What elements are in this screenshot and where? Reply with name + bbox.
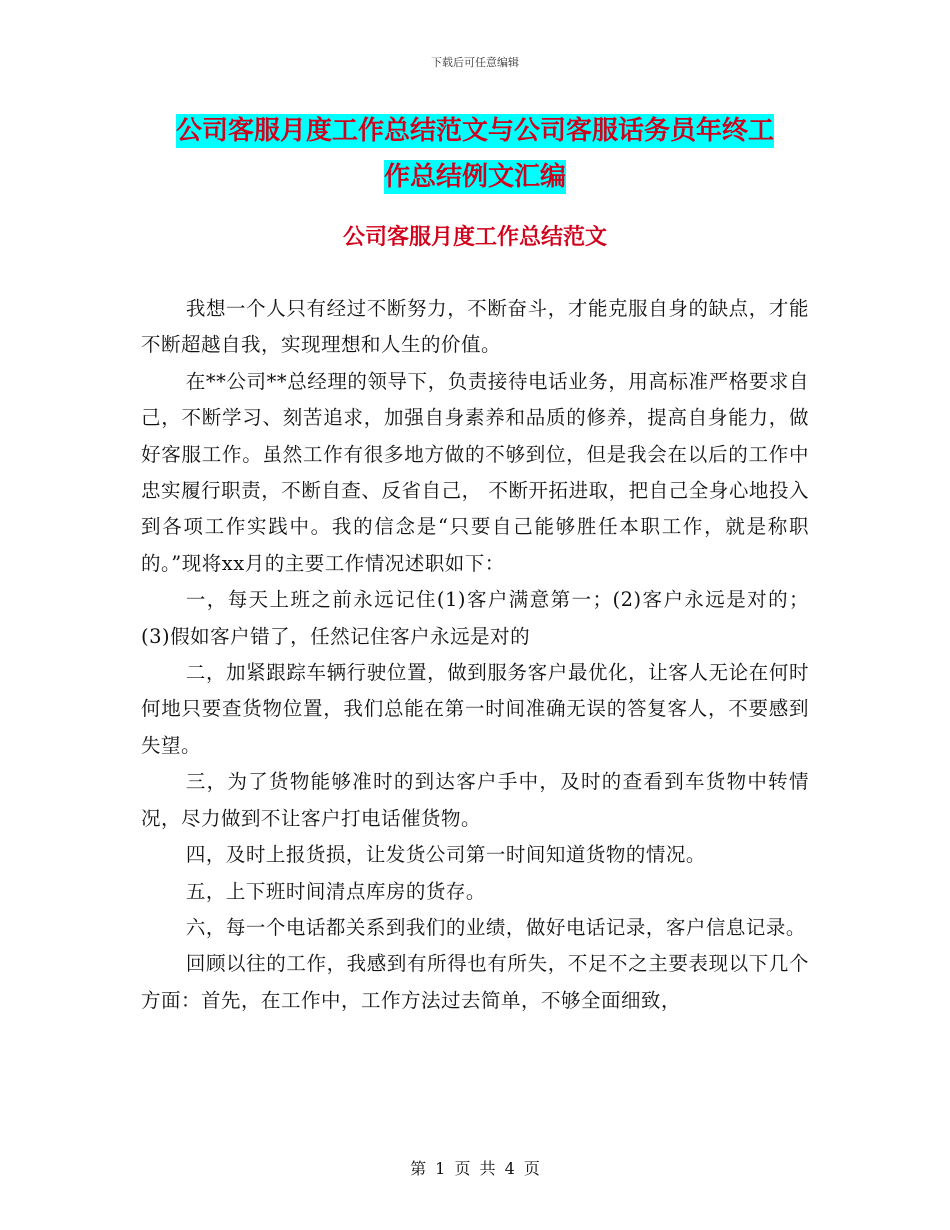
paragraph: 四，及时上报货损，让发货公司第一时间知道货物的情况。 xyxy=(185,843,706,867)
paragraph: 在**公司**总经理的领导下，负责接待电话业务，用高标准严格要求自己，不断学习、刻苦追求，加强自身素养和品质的修养，提高自身能力，做好客服工作。虽然工作有很多地方做的不够到位，但是我会在以后的工作中忠实履行职责，不断自查、反省自己， 不断开拓进取，把自己全身心地投入到各项工作实践中。我的信念是“只要自己能够胜任本职工作，就是称职的。”现将xx月的主要工作情况述职如下： xyxy=(141,369,809,575)
body-text xyxy=(141,291,809,1019)
paragraph: 我想一个人只有经过不断努力，不断奋斗，才能克服自身的缺点，才能不断超越自我，实现理想和人生的价值。 xyxy=(141,297,809,357)
paragraph: 五，上下班时间清点库房的货存。 xyxy=(185,879,486,903)
paragraph: 回顾以往的工作，我感到有所得也有所失，不足不之主要表现以下几个方面：首先，在工作中，工作方法过去简单，不够全面细致， xyxy=(141,952,809,1012)
paragraph: 一，每天上班之前永远记住(1)客户满意第一；(2)客户永远是对的；(3)假如客户错了，任然记住客户永远是对的 xyxy=(141,588,809,648)
document-title xyxy=(140,108,810,200)
paragraph: 二，加紧跟踪车辆行驶位置，做到服务客户最优化，让客人无论在何时何地只要查货物位置，我们总能在第一时间准确无误的答复客人，不要感到失望。 xyxy=(141,661,809,757)
document-title-line-2: 作总结例文汇编 xyxy=(383,162,566,192)
section-title: 公司客服月度工作总结范文 xyxy=(342,225,607,250)
paragraph: 六，每一个电话都关系到我们的业绩，做好电话记录，客户信息记录。 xyxy=(185,915,806,939)
header-note: 下载后可任意编辑 xyxy=(431,56,519,69)
document-title-line-1: 公司客服月度工作总结范文与公司客服话务员年终工 xyxy=(175,116,774,146)
paragraph: 三，为了货物能够准时的到达客户手中，及时的查看到车货物中转情况，尽力做到不让客户打电话催货物。 xyxy=(141,770,809,830)
page-number-footer: 第 1 页 共 4 页 xyxy=(410,1159,540,1178)
